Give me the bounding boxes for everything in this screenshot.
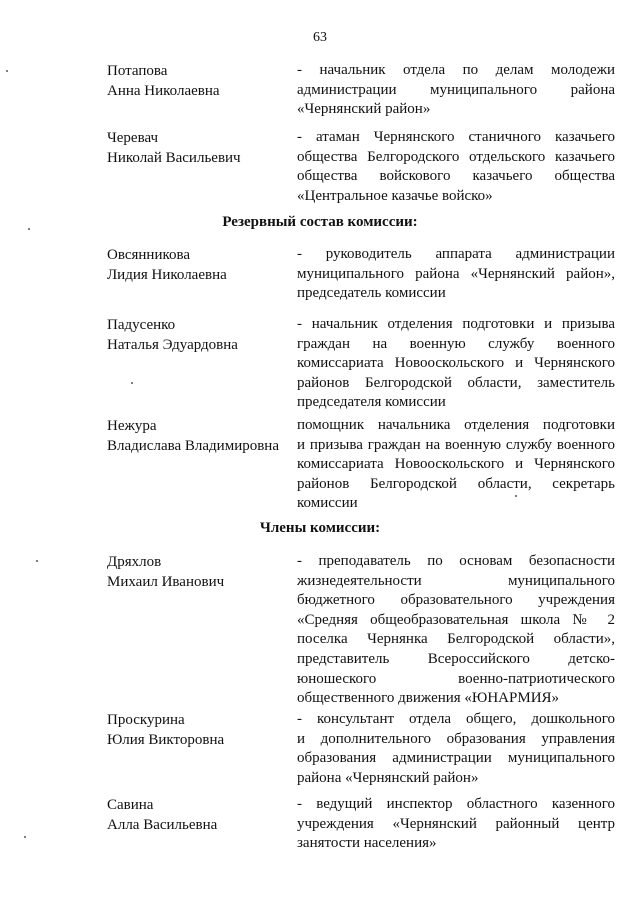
position-description (297, 315, 615, 413)
surname: Дряхлов (107, 554, 162, 570)
surname: Нежура (107, 418, 157, 434)
description-line: комиссариата Новооскольского и Чернянского (297, 456, 615, 473)
person-name (107, 315, 297, 355)
given-names: Алла Васильевна (107, 817, 218, 833)
surname: Потапова (107, 63, 168, 79)
description-line: «Центральное казачье войско» (297, 187, 493, 204)
scan-speck (6, 70, 8, 72)
description-line: юношеского военно-патриотического (297, 670, 615, 687)
description-line: общества войскового казачьего общества (297, 168, 615, 185)
surname: Черевач (107, 130, 159, 146)
position-description (297, 61, 615, 120)
description-line: - ведущий инспектор областного казенного (297, 796, 615, 812)
description-line: жизнедеятельности муниципального (297, 572, 615, 589)
scan-speck (28, 228, 30, 230)
given-names: Михаил Иванович (107, 574, 225, 590)
description-line: председатель комиссии (297, 285, 446, 302)
given-names: Юлия Викторовна (107, 732, 225, 748)
description-line: - атаман Чернянского станичного казачьего (297, 129, 615, 145)
description-line: районов Белгородской области, секретарь (297, 475, 615, 492)
person-name (107, 795, 297, 835)
description-line: и дополнительного образования управления (297, 730, 615, 747)
person-name (107, 552, 297, 592)
description-line: - консультант отдела общего, дошкольного (297, 711, 615, 727)
description-line: - начальник отделения подготовки и призыва (297, 316, 615, 332)
given-names: Лидия Николаевна (107, 267, 227, 283)
description-line: занятости населения» (297, 835, 437, 852)
description-line: «Чернянский район» (297, 101, 431, 118)
description-line: комиссариата Новооскольского и Чернянского (297, 355, 615, 372)
description-line: образования администрации муниципального (297, 750, 615, 767)
scan-speck (36, 560, 38, 562)
position-description (297, 795, 615, 854)
given-names: Анна Николаевна (107, 83, 220, 99)
description-line: «Средняя общеобразовательная школа № 2 (297, 611, 615, 628)
heading-reserve-commission: Резервный состав комиссии: (222, 214, 418, 230)
page-number: 63 (313, 30, 327, 45)
given-names: Наталья Эдуардовна (107, 337, 238, 353)
description-line: - руководитель аппарата администрации (297, 246, 615, 262)
description-line: председателя комиссии (297, 394, 446, 411)
description-line: учреждения «Чернянский районный центр (297, 815, 615, 832)
description-line: - начальник отдела по делам молодежи (297, 62, 615, 78)
position-description (297, 552, 615, 709)
description-line: граждан на военную службу военного (297, 335, 615, 352)
description-line: бюджетного образовательного учреждения (297, 592, 615, 609)
given-names: Николай Васильевич (107, 150, 241, 166)
position-description (297, 416, 615, 514)
description-line: комиссии (297, 495, 358, 512)
description-line: администрации муниципального района (297, 81, 615, 98)
description-line: муниципального района «Чернянский район», (297, 265, 615, 282)
description-line: помощник начальника отделения подготовки (297, 417, 615, 433)
person-name (107, 710, 297, 750)
given-names: Владислава Владимировна (107, 438, 279, 454)
person-name (107, 416, 297, 456)
person-name (107, 61, 297, 101)
description-line: общества Белгородского отдельского казачьего (297, 148, 615, 165)
position-description (297, 710, 615, 788)
description-line: поселка Чернянка Белгородской области», (297, 631, 615, 648)
description-line: районов Белгородской области, заместитель (297, 374, 615, 391)
description-line: района «Чернянский район» (297, 769, 479, 786)
surname: Проскурина (107, 712, 185, 728)
description-line: - преподаватель по основам безопасности (297, 553, 615, 569)
person-name (107, 245, 297, 285)
surname: Овсянникова (107, 247, 191, 263)
scan-speck (24, 836, 26, 838)
scan-speck (131, 382, 133, 384)
position-description (297, 245, 615, 304)
description-line: и призыва граждан на военную службу военного (297, 436, 615, 453)
description-line: представитель Всероссийского детско- (297, 650, 615, 667)
scan-speck (515, 495, 517, 497)
position-description (297, 128, 615, 206)
surname: Савина (107, 797, 154, 813)
description-line: общественного движения «ЮНАРМИЯ» (297, 690, 560, 707)
person-name (107, 128, 297, 168)
surname: Падусенко (107, 317, 176, 333)
heading-commission-members: Члены комиссии: (259, 520, 381, 536)
